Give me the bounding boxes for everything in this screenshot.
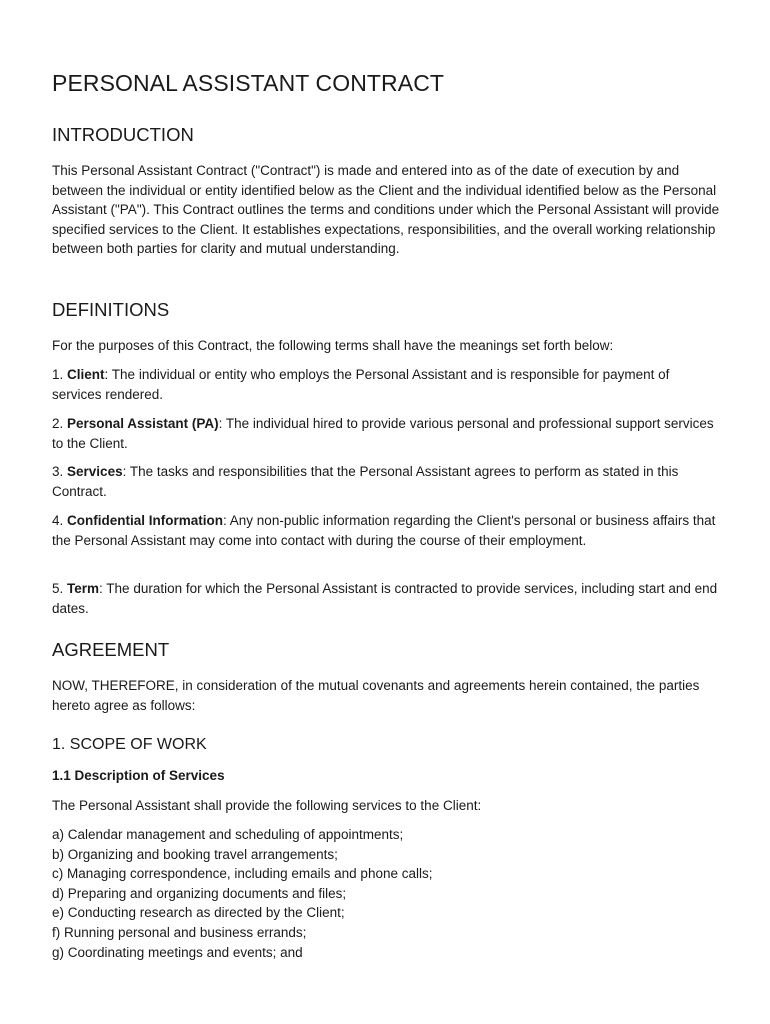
agreement-text: NOW, THEREFORE, in consideration of the mutual covenants and agreements herein contained, the parties hereto agree as follows: <box>52 678 700 713</box>
definition-item: 1. Client: The individual or entity who employs the Personal Assistant and is responsible for payment of services rendered. <box>52 367 670 402</box>
scope-intro: The Personal Assistant shall provide the following services to the Client: <box>52 798 482 813</box>
scope-heading: 1. SCOPE OF WORK <box>52 736 207 753</box>
list-item: f) Running personal and business errands; <box>52 924 307 940</box>
list-item: c) Managing correspondence, including emails and phone calls; <box>52 866 433 882</box>
definitions-intro: For the purposes of this Contract, the following terms shall have the meanings set forth below: <box>52 338 614 353</box>
scope-subheading: 1.1 Description of Services <box>52 768 225 783</box>
definition-item: 3. Services: The tasks and responsibilities that the Personal Assistant agrees to perform as stated in this Contract. <box>52 464 679 499</box>
list-item: g) Coordinating meetings and events; and <box>52 944 303 960</box>
list-item: a) Calendar management and scheduling of appointments; <box>52 827 404 842</box>
introduction-heading: INTRODUCTION <box>52 124 194 145</box>
definition-item: 2. Personal Assistant (PA): The individual hired to provide various personal and professional support services to the Client. <box>52 416 714 451</box>
definitions-heading: DEFINITIONS <box>52 299 170 320</box>
definition-item: 4. Confidential Information: Any non-public information regarding the Client's personal or business affairs that the Personal Assistant may come into contact with during the course of their employment. <box>52 513 716 548</box>
services-list <box>52 825 432 962</box>
page-title: PERSONAL ASSISTANT CONTRACT <box>52 70 445 96</box>
introduction-text: This Personal Assistant Contract ("Contract") is made and entered into as of the date of execution by and between the individual or entity identified below as the Client and the individual identified below as the Personal Assistant ("PA"). This Contract outlines the terms and conditions under which the Personal Assistant will provide specified services to the Client. It establishes expectations, responsibilities, and the overall working relationship between both parties for clarity and mutual understanding. <box>52 163 720 257</box>
list-item: d) Preparing and organizing documents and files; <box>52 885 347 901</box>
agreement-heading: AGREEMENT <box>52 639 170 660</box>
definition-item: 5. Term: The duration for which the Personal Assistant is contracted to provide services, including start and end dates. <box>52 581 718 616</box>
list-item: b) Organizing and booking travel arrangements; <box>52 846 338 862</box>
list-item: e) Conducting research as directed by the Client; <box>52 905 345 921</box>
